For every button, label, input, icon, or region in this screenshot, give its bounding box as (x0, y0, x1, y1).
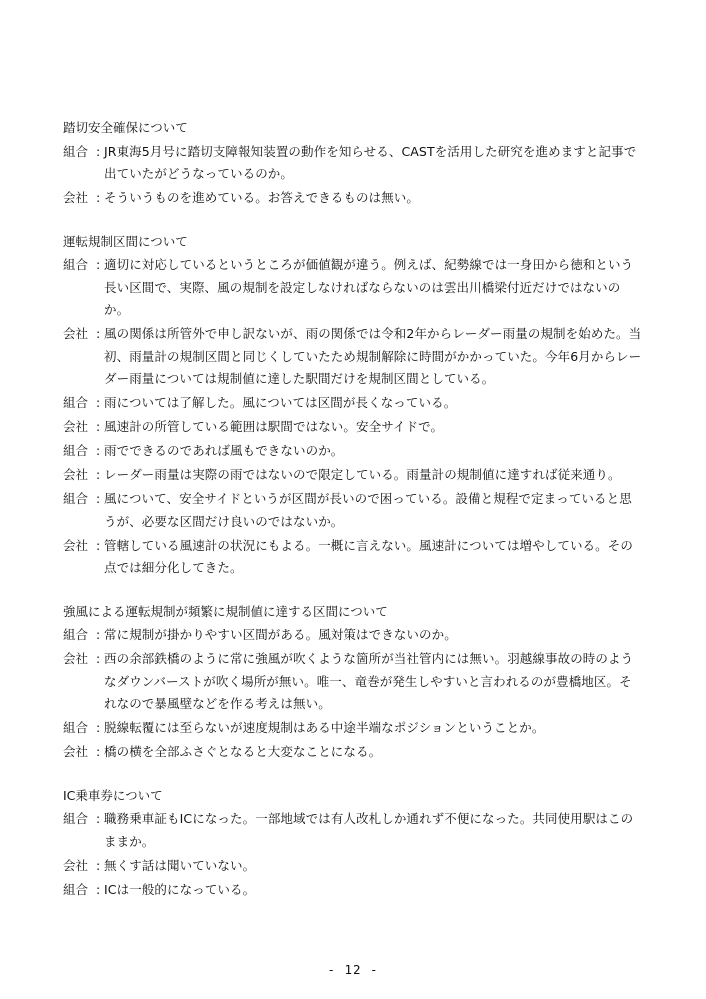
speaker-separator: : (96, 651, 101, 666)
speaker-label: 会社 (63, 537, 89, 553)
entry-text: レーダー雨量は実際の雨ではないので限定している。雨量計の規制値に達すれば従来通り。 (104, 467, 621, 482)
minutes-body (63, 117, 643, 922)
entry-text: 風速計の所管している範囲は駅間ではない。安全サイドで。 (104, 419, 444, 434)
speaker-label: 会社 (63, 190, 89, 205)
speaker-separator: : (96, 744, 101, 759)
speaker-separator: : (96, 443, 101, 458)
dialogue-entry (63, 808, 643, 853)
dialogue-entry (63, 440, 643, 463)
section-title: 強風による運転規制が頻繁に規制値に達する区間について (63, 603, 388, 619)
section (63, 601, 643, 764)
dialogue-entry (63, 879, 643, 902)
section-title: IC乗車券について (63, 787, 163, 803)
speaker-label: 組合 (63, 395, 89, 410)
speaker-separator: : (96, 811, 101, 826)
dialogue-entry (63, 416, 643, 439)
speaker-label: 会社 (63, 744, 89, 759)
dialogue-entry (63, 323, 643, 391)
dialogue-entry (63, 535, 643, 580)
dialogue-entry (63, 254, 643, 322)
speaker-label: 会社 (63, 419, 89, 434)
speaker-label: 組合 (63, 811, 89, 826)
speaker-label: 会社 (63, 467, 89, 482)
dialogue-entry (63, 624, 643, 647)
entry-text: 風の関係は所管外で申し訳ないが、雨の関係では令和2年からレーダー雨量の規制を始めた。当初、雨量計の規制区間と同じくしていたため規制解除に時間がかかっていた。今年6月からレーダー雨量については規制値に達した駅間だけを規制区間としている。 (104, 326, 642, 386)
page-number: - 12 - (327, 962, 379, 977)
speaker-separator: : (96, 467, 101, 482)
speaker-label: 会社 (63, 651, 89, 666)
entry-text: 風について、安全サイドというが区間が長いので困っている。設備と規程で定まっていると思うが、必要な区間だけ良いのではないか。 (104, 491, 632, 529)
speaker-separator: : (96, 190, 101, 205)
dialogue-entry (63, 187, 643, 210)
dialogue-entry (63, 392, 643, 415)
speaker-label: 組合 (63, 491, 89, 506)
section (63, 231, 643, 580)
section-title: 踏切安全確保について (63, 120, 188, 135)
entry-text: 適切に対応しているというところが価値観が違う。例えば、紀勢線では一身田から徳和という長い区間で、実際、風の規制を設定しなければならないのは雲出川橋梁付近だけではないのか。 (104, 257, 634, 317)
entry-text: そういうものを進めている。お答えできるものは無い。 (104, 190, 420, 205)
entry-text: ICは一般的になっている。 (104, 881, 256, 897)
dialogue-entry (63, 717, 643, 740)
speaker-label: 組合 (63, 143, 89, 159)
entry-text: 無くす話は聞いていない。 (104, 857, 256, 873)
speaker-label: 会社 (63, 857, 89, 873)
dialogue-entry (63, 741, 643, 764)
section (63, 117, 643, 210)
dialogue-entry (63, 141, 643, 186)
speaker-separator: : (96, 326, 101, 341)
section (63, 785, 643, 902)
speaker-separator: : (96, 491, 101, 506)
speaker-separator: : (96, 857, 101, 873)
entry-text: 西の余部鉄橋のように常に強風が吹くような箇所が当社管内には無い。羽越線事故の時のようなダウンバーストが吹く場所が無い。唯一、竜巻が発生しやすいと言われるのが豊橋地区。それなので暴風壁などを作る考えは無い。 (104, 651, 634, 711)
speaker-label: 組合 (63, 881, 89, 897)
entry-text: 雨については了解した。風については区間が長くなっている。 (104, 395, 457, 410)
dialogue-entry (63, 648, 643, 716)
entry-text: 職務乗車証もICになった。一部地域では有人改札しか通れず不便になった。共同使用駅はこのままか。 (104, 811, 634, 849)
dialogue-entry (63, 488, 643, 533)
speaker-separator: : (96, 627, 101, 642)
dialogue-entry (63, 464, 643, 487)
entry-text: 橋の横を全部ふさぐとなると大変なことになる。 (104, 744, 382, 759)
speaker-label: 会社 (63, 326, 89, 341)
speaker-separator: : (96, 720, 101, 735)
speaker-separator: : (96, 881, 101, 897)
dialogue-entry (63, 855, 643, 878)
speaker-separator: : (96, 257, 101, 272)
entry-text: 脱線転覆には至らないが速度規制はある中途半端なポジションということか。 (104, 720, 545, 735)
speaker-label: 組合 (63, 627, 89, 642)
speaker-separator: : (96, 143, 101, 159)
speaker-label: 組合 (63, 257, 89, 272)
speaker-label: 組合 (63, 443, 89, 458)
speaker-separator: : (96, 419, 101, 434)
section-title: 運転規制区間について (63, 233, 188, 249)
speaker-label: 組合 (63, 720, 89, 735)
entry-text: JR東海5月号に踏切支障報知装置の動作を知らせる、CASTを活用した研究を進めますと記事で出ていたがどうなっているのか。 (104, 143, 637, 181)
entry-text: 雨でできるのであれば風もできないのか。 (104, 443, 344, 458)
entry-text: 常に規制が掛かりやすい区間がある。風対策はできないのか。 (104, 627, 457, 642)
speaker-separator: : (96, 395, 101, 410)
entry-text: 管轄している風速計の状況にもよる。一概に言えない。風速計については増やしている。その点では細分化してきた。 (104, 537, 633, 575)
speaker-separator: : (96, 537, 101, 553)
